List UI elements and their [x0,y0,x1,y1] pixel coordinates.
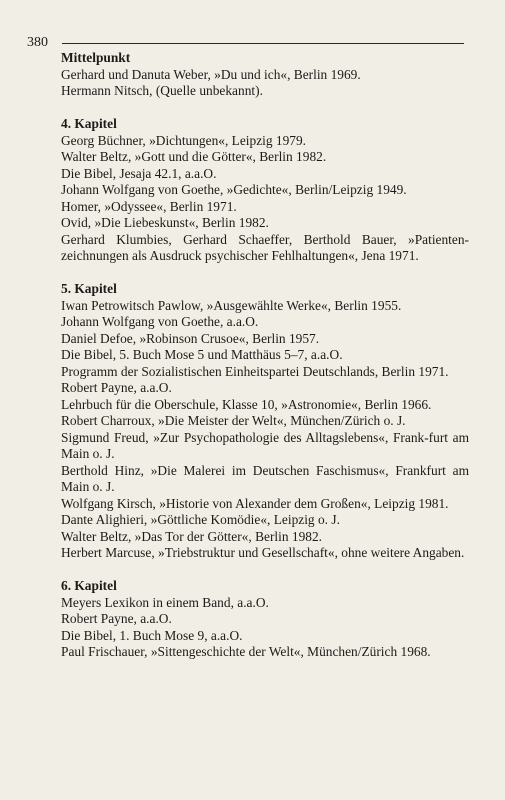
section-mittelpunkt [61,50,469,100]
bibliography-entry: Hermann Nitsch, (Quelle unbekannt). [61,83,263,98]
bibliography-entry: Die Bibel, 1. Buch Mose 9, a.a.O. [61,627,243,643]
bibliography-entry: Die Bibel, Jesaja 42.1, a.a.O. [61,165,217,181]
bibliography-entry: Walter Beltz, »Gott und die Götter«, Berlin 1982. [61,149,327,164]
header-rule [62,43,464,44]
section-title: Mittelpunkt [61,50,131,65]
bibliography-entry: Walter Beltz, »Das Tor der Götter«, Berlin 1982. [61,528,323,544]
bibliography-entry: Daniel Defoe, »Robinson Crusoe«, Berlin 1957. [61,330,320,346]
section-title: 4. Kapitel [61,116,117,131]
bibliography-entry: Dante Alighieri, »Göttliche Komödie«, Leipzig o. J. [61,512,340,527]
page-number: 380 [27,35,48,50]
bibliography-entry: Meyers Lexikon in einem Band, a.a.O. [61,594,269,610]
bibliography-entry: Herbert Marcuse, »Triebstruktur und Gesellschaft«, ohne weitere Angaben. [61,545,465,560]
bibliography-entry: Johann Wolfgang von Goethe, a.a.O. [61,314,259,329]
section-kapitel-6 [61,578,469,661]
bibliography-entry: Wolfgang Kirsch, »Historie von Alexander dem Großen«, Leipzig 1981. [61,495,449,511]
bibliography-entry: Ovid, »Die Liebeskunst«, Berlin 1982. [61,215,269,230]
bibliography-entry: Gerhard Klumbies, Gerhard Schaeffer, Berthold Bauer, »Patienten-zeichnungen als Ausdruck psychischer Fehlhaltungen«, Jena 1971. [61,231,469,263]
bibliography-entry: Robert Charroux, »Die Meister der Welt«, München/Zürich o. J. [61,413,406,428]
bibliography [61,50,469,661]
bibliography-entry: Programm der Sozialistischen Einheitspartei Deutschlands, Berlin 1971. [61,363,449,379]
bibliography-entry: Robert Payne, a.a.O. [61,380,172,395]
section-kapitel-4 [61,116,469,265]
bibliography-entry: Paul Frischauer, »Sittengeschichte der Welt«, München/Zürich 1968. [61,644,431,659]
bibliography-entry: Sigmund Freud, »Zur Psychopathologie des Alltagslebens«, Frank-furt am Main o. J. [61,429,469,461]
bibliography-entry: Berthold Hinz, »Die Malerei im Deutschen Faschismus«, Frankfurt am Main o. J. [61,462,469,494]
section-kapitel-5 [61,281,469,562]
bibliography-entry: Gerhard und Danuta Weber, »Du und ich«, Berlin 1969. [61,66,361,82]
bibliography-entry: Iwan Petrowitsch Pawlow, »Ausgewählte Werke«, Berlin 1955. [61,297,402,313]
section-title: 5. Kapitel [61,281,117,296]
bibliography-entry: Lehrbuch für die Oberschule, Klasse 10, »Astronomie«, Berlin 1966. [61,396,432,412]
section-title: 6. Kapitel [61,578,117,593]
bibliography-entry: Die Bibel, 5. Buch Mose 5 und Matthäus 5–7, a.a.O. [61,347,343,362]
bibliography-entry: Robert Payne, a.a.O. [61,611,172,626]
bibliography-entry: Homer, »Odyssee«, Berlin 1971. [61,198,237,214]
bibliography-entry: Johann Wolfgang von Goethe, »Gedichte«, Berlin/Leipzig 1949. [61,182,407,197]
bibliography-entry: Georg Büchner, »Dichtungen«, Leipzig 1979. [61,132,307,148]
